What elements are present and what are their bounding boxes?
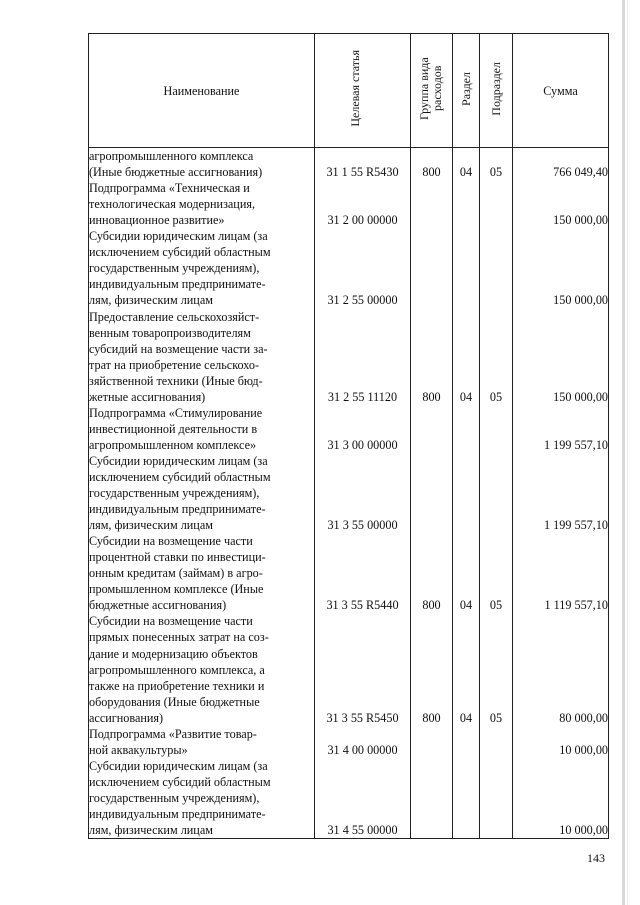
row-subsection — [480, 453, 513, 533]
row-name-line: зяйственной техники (Иные бюд- — [89, 373, 263, 388]
table-row — [89, 453, 609, 533]
row-name-line: Субсидии юридическим лицам (за — [89, 758, 268, 773]
row-subsection: 05 — [480, 533, 513, 613]
row-name — [89, 758, 315, 839]
row-sum: 150 000,00 — [513, 180, 609, 228]
row-sum: 10 000,00 — [513, 758, 609, 839]
row-code: 31 3 55 R5450 — [315, 613, 411, 725]
row-name-line: исключением субсидий областным — [89, 245, 271, 260]
row-name — [89, 180, 315, 228]
row-name-line: государственным учреждениям), — [89, 486, 260, 501]
row-expense-group — [411, 453, 453, 533]
table-body — [89, 148, 609, 839]
row-name-line: государственным учреждениям), — [89, 261, 260, 276]
table-row — [89, 228, 609, 308]
row-name — [89, 453, 315, 533]
row-subsection: 05 — [480, 309, 513, 405]
row-section — [453, 453, 480, 533]
row-subsection: 05 — [480, 613, 513, 725]
row-subsection — [480, 180, 513, 228]
row-section — [453, 758, 480, 839]
row-subsection — [480, 405, 513, 453]
row-subsection — [480, 726, 513, 758]
header-target-article: Целевая статья — [315, 34, 411, 148]
table-row — [89, 758, 609, 839]
row-name-line: индивидуальным предпринимате- — [89, 502, 266, 517]
row-expense-group: 800 — [411, 613, 453, 725]
row-name-line: исключением субсидий областным — [89, 469, 271, 484]
row-name-line: жетные ассигнования) — [89, 389, 206, 404]
row-name-line: промышленном комплексе (Иные — [89, 582, 264, 597]
row-name-line: государственным учреждениям), — [89, 790, 260, 805]
row-name-line: ной аквакультуры» — [89, 742, 188, 757]
row-section — [453, 180, 480, 228]
budget-table — [88, 33, 609, 839]
row-name-line: лям, физическим лицам — [89, 518, 213, 533]
header-sum: Сумма — [513, 34, 609, 148]
row-name-line: индивидуальным предпринимате- — [89, 806, 266, 821]
table-row — [89, 533, 609, 613]
row-code: 31 3 00 00000 — [315, 405, 411, 453]
row-subsection — [480, 758, 513, 839]
row-name-line: агропромышленном комплексе» — [89, 437, 257, 452]
row-code: 31 4 00 00000 — [315, 726, 411, 758]
header-subsection: Подраздел — [480, 34, 513, 148]
header-section: Раздел — [453, 34, 480, 148]
row-section — [453, 405, 480, 453]
row-name — [89, 228, 315, 308]
table-row — [89, 180, 609, 228]
row-name-line: онным кредитам (займам) в агро- — [89, 566, 263, 581]
scan-edge-shadow — [627, 0, 628, 905]
row-code: 31 1 55 R5430 — [315, 148, 411, 181]
row-expense-group — [411, 228, 453, 308]
row-name-line: Субсидии на возмещение части — [89, 534, 253, 549]
row-code: 31 3 55 R5440 — [315, 533, 411, 613]
row-code: 31 2 55 00000 — [315, 228, 411, 308]
row-sum: 10 000,00 — [513, 726, 609, 758]
row-name — [89, 533, 315, 613]
row-name-line: трат на приобретение сельскохо- — [89, 357, 260, 372]
page-number: 143 — [587, 851, 605, 865]
row-name-line: венным товаропроизводителям — [89, 325, 251, 340]
row-name-line: оборудования (Иные бюджетные — [89, 694, 260, 709]
row-subsection — [480, 228, 513, 308]
header-name: Наименование — [89, 34, 315, 148]
row-name-line: Подпрограмма «Стимулирование — [89, 405, 263, 420]
row-name-line: Субсидии на возмещение части — [89, 614, 253, 629]
row-name-line: лям, физическим лицам — [89, 823, 213, 838]
table-row — [89, 726, 609, 758]
row-name-line: субсидий на возмещение части за- — [89, 341, 268, 356]
row-sum: 766 049,40 — [513, 148, 609, 181]
row-name-line: также на приобретение техники и — [89, 678, 265, 693]
row-expense-group: 800 — [411, 309, 453, 405]
header-row — [89, 34, 609, 148]
row-name-line: бюджетные ассигнования) — [89, 598, 227, 613]
row-code: 31 2 00 00000 — [315, 180, 411, 228]
row-name-line: технологическая модернизация, — [89, 197, 255, 212]
header-expense-group: Группа вида расходов — [411, 34, 453, 148]
row-name — [89, 309, 315, 405]
row-section: 04 — [453, 148, 480, 181]
row-name-line: индивидуальным предпринимате- — [89, 277, 266, 292]
row-name-line: Предоставление сельскохозяйст- — [89, 309, 260, 324]
row-expense-group — [411, 726, 453, 758]
row-expense-group — [411, 758, 453, 839]
row-section: 04 — [453, 613, 480, 725]
row-name-line: Подпрограмма «Развитие товар- — [89, 726, 257, 741]
row-name-line: исключением субсидий областным — [89, 774, 271, 789]
row-name-line: Подпрограмма «Техническая и — [89, 181, 250, 196]
row-name-line: прямых понесенных затрат на соз- — [89, 630, 269, 645]
row-name-line: (Иные бюджетные ассигнования) — [89, 165, 263, 180]
row-code: 31 3 55 00000 — [315, 453, 411, 533]
row-section: 04 — [453, 309, 480, 405]
row-name-line: лям, физическим лицам — [89, 293, 213, 308]
row-sum: 1 199 557,10 — [513, 405, 609, 453]
row-sum: 80 000,00 — [513, 613, 609, 725]
row-code: 31 4 55 00000 — [315, 758, 411, 839]
row-expense-group — [411, 180, 453, 228]
row-code: 31 2 55 11120 — [315, 309, 411, 405]
row-name-line: дание и модернизацию объектов — [89, 646, 258, 661]
row-name-line: агропромышленного комплекса, а — [89, 662, 265, 677]
row-subsection: 05 — [480, 148, 513, 181]
table-row — [89, 309, 609, 405]
row-section — [453, 228, 480, 308]
row-expense-group: 800 — [411, 533, 453, 613]
row-name-line: ассигнования) — [89, 710, 164, 725]
row-name — [89, 613, 315, 725]
row-expense-group: 800 — [411, 148, 453, 181]
row-expense-group — [411, 405, 453, 453]
row-sum: 1 199 557,10 — [513, 453, 609, 533]
row-name-line: инновационное развитие» — [89, 213, 225, 228]
row-name-line: Субсидии юридическим лицам (за — [89, 229, 268, 244]
row-name-line: агропромышленного комплекса — [89, 149, 254, 164]
row-section — [453, 726, 480, 758]
row-sum: 1 119 557,10 — [513, 533, 609, 613]
row-sum: 150 000,00 — [513, 309, 609, 405]
row-section: 04 — [453, 533, 480, 613]
scan-edge — [622, 0, 625, 905]
table-row — [89, 405, 609, 453]
table-row — [89, 148, 609, 181]
row-name-line: процентной ставки по инвестици- — [89, 550, 266, 565]
row-sum: 150 000,00 — [513, 228, 609, 308]
table-row — [89, 613, 609, 725]
row-name — [89, 148, 315, 181]
row-name-line: Субсидии юридическим лицам (за — [89, 453, 268, 468]
row-name — [89, 726, 315, 758]
row-name — [89, 405, 315, 453]
row-name-line: инвестиционной деятельности в — [89, 421, 258, 436]
